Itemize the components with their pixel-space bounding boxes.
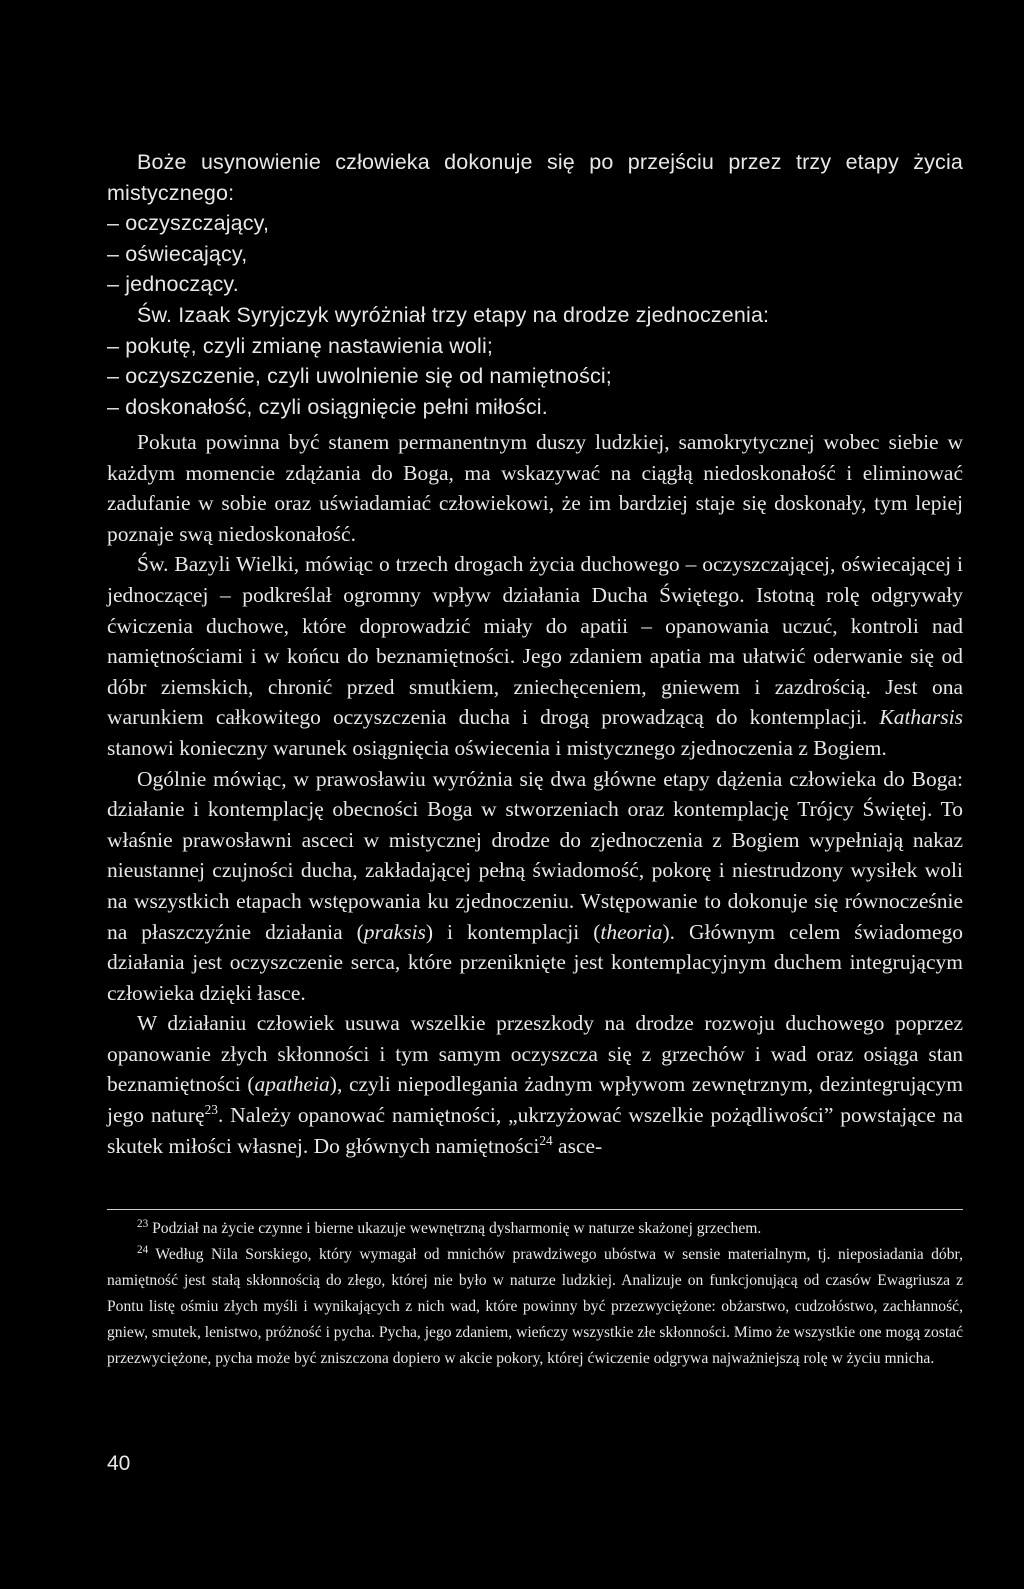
paragraph-action [107,1008,963,1161]
paragraph-basil [107,549,963,763]
italic-term: praksis [363,919,426,944]
italic-term: theoria [600,919,663,944]
text-run: ) i kontemplacji ( [425,919,601,944]
text-run: stanowi konieczny warunek osiągnięcia oświecenia i mistycznego zjednoczenia z Bogiem. [107,735,887,760]
list-item: – oczyszczenie, czyli uwolnienie się od namiętności; [107,364,612,389]
footnote-divider [107,1209,963,1210]
list-item: – pokutę, czyli zmianę nastawienia woli; [107,333,494,358]
list-item: – oczyszczający, [107,211,270,236]
isaac-line: Św. Izaak Syryjczyk wyróżniał trzy etapy na drodze zjednoczenia: [137,302,770,327]
footnote-ref-24[interactable]: 24 [539,1132,553,1148]
text-run: Ogólnie mówiąc, w prawosławiu wyróżnia się dwa główne etapy dążenia człowieka do Boga: działanie i kontemplację obecności Boga w stworzeniach oraz kontemplację Trójcy Świętej. To właśnie prawosławni asceci w mistycznej drodze do zjednoczenia z Bogiem wypełniają nakaz nieustannej czujności ducha, zakładającej pełną świadomość, pokorę i niestrudzony wysiłek woli na wszystkich etapach wstępowania ku zjednoczeniu. Wstępowanie to dokonuje się równocześnie na płaszczyźnie działania ( [107,766,963,944]
body-text [107,427,963,1161]
footnote-ref-23[interactable]: 23 [204,1101,218,1117]
list-item: – doskonałość, czyli osiągnięcie pełni miłości. [107,394,548,419]
text-run: ), czyli niepodlegania żadnym wpływom zewnętrznym, dezintegrującym jego naturę [107,1072,963,1128]
footnote-23 [107,1216,963,1242]
page-number: 40 [107,1452,131,1475]
footnote-24 [107,1242,963,1372]
text-run: Św. Bazyli Wielki, mówiąc o trzech drogach życia duchowego – oczyszczającej, oświecającej i jednoczącej – podkreślał ogromny wpływ działania Ducha Świętego. Istotną rolę odgrywały ćwiczenia duchowe, które doprowadzić miały do apatii – opanowania uczuć, kontroli nad namiętnościami i w końcu do beznamiętności. Jego zdaniem apatia ma ułatwić oderwanie się od dóbr ziemskich, chronić przed smutkiem, zniechęceniem, gniewem i zazdrością. Jest ona warunkiem całkowitego oczyszczenia ducha i drogą prowadzącą do kontemplacji. [107,552,963,730]
paragraph-orthodoxy [107,764,963,1009]
list-item: – oświecający, [107,241,248,266]
footnote-number: 24 [137,1243,149,1256]
intro-section [107,147,963,422]
footnote-text: Według Nila Sorskiego, który wymagał od mnichów prawdziwego ubóstwa w sensie materialnym, tj. nieposiadania dóbr, namiętność jest stałą skłonnością do złego, której nie było w naturze ludzkiej. Analizuje on funkcjonującą od czasów Ewagriusza z Pontu listę ośmiu złych myśli i wynikających z nich wad, które powinny być przezwyciężone: obżarstwo, cudzołóstwo, zachłanność, gniew, smutek, lenistwo, próżność i pycha. Pycha, jego zdaniem, wieńczy wszystkie złe skłonności. Mimo że wszystkie one mogą zostać przezwyciężone, pycha może być zniszczona dopiero w akcie pokory, której ćwiczenie odgrywa najważniejszą rolę w życiu mnicha. [107,1246,963,1367]
italic-term: Katharsis [879,705,963,730]
footnotes [107,1216,963,1372]
text-run: ). Głównym celem świadomego działania jest oczyszczenie serca, które przeniknięte jest kontemplacyjnym duchem integrującym człowieka dzięki łasce. [107,919,963,1005]
italic-term: apatheia [254,1072,330,1097]
text-run: asce- [552,1133,603,1158]
text-run: . Należy opanować namiętności, „ukrzyżować wszelkie pożądliwości” powstające na skutek miłości własnej. Do głównych namiętności [107,1103,963,1158]
paragraph-penance: Pokuta powinna być stanem permanentnym duszy ludzkiej, samokrytycznej wobec siebie w każdym momencie zdążania do Boga, ma wskazywać na ciągłą niedoskonałość i eliminować zadufanie w sobie oraz uświadamiać człowiekowi, że im bardziej staje się doskonały, tym lepiej poznaje swą niedoskonałość. [107,430,963,546]
footnote-number: 23 [137,1217,149,1230]
text-run: W działaniu człowiek usuwa wszelkie przeszkody na drodze rozwoju duchowego poprzez opanowanie złych skłonności i tym samym oczyszcza się z grzechów i wad oraz osiąga stan beznamiętności ( [107,1011,963,1097]
intro-line: Boże usynowienie człowieka dokonuje się po przejściu przez trzy etapy życia mistycznego: [107,150,963,205]
footnote-text: Podział na życie czynne i bierne ukazuje wewnętrzną dysharmonię w naturze skażonej grzechem. [148,1220,762,1237]
list-item: – jednoczący. [107,272,239,297]
